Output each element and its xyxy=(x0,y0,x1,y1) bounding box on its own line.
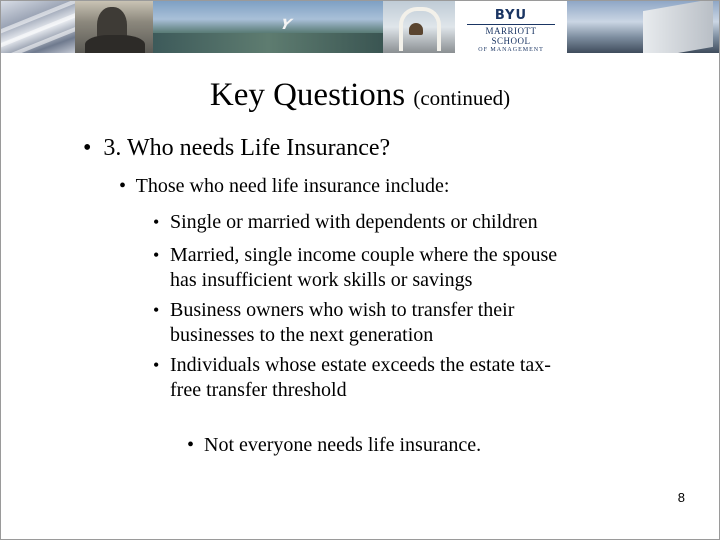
list-item-marker: • xyxy=(153,355,160,375)
page-number: 8 xyxy=(677,490,685,505)
mountain-y-icon: Y xyxy=(276,17,295,33)
list-item-text: Married, single income couple where the spouse xyxy=(170,244,558,266)
list-item xyxy=(153,207,653,238)
banner-photo-pillars xyxy=(1,1,75,53)
logo-line1-text: MARRIOTT SCHOOL xyxy=(467,24,555,46)
logo-line2-text: OF MANAGEMENT xyxy=(478,47,544,53)
bullet-level1-marker: • xyxy=(83,135,92,161)
list-item-text: Business owners who wish to transfer their xyxy=(170,299,515,321)
list-item-marker: • xyxy=(153,300,160,320)
list-item-text: Single or married with dependents or children xyxy=(170,211,538,233)
logo-main-text: BYU xyxy=(494,8,528,23)
banner-photo-building xyxy=(567,1,719,53)
bullet-level2-marker: • xyxy=(119,175,127,197)
bullet-level3-list xyxy=(153,207,653,405)
bullet-level4-text: Not everyone needs life insurance. xyxy=(204,434,482,456)
banner-photo-statue xyxy=(75,1,153,53)
title-main: Key Questions xyxy=(209,77,406,113)
bullet-level4-marker: • xyxy=(187,434,195,456)
list-item-text-cont: businesses to the next generation xyxy=(170,324,434,346)
bullet-level2-text: Those who need life insurance include: xyxy=(135,175,450,197)
bullet-level1 xyxy=(83,133,390,163)
banner-photo-mountain-y xyxy=(153,1,383,53)
bullet-level2 xyxy=(119,173,449,199)
list-item-text-cont: has insufficient work skills or savings xyxy=(170,269,473,291)
banner-photo-bell xyxy=(383,1,455,53)
bullet-level4 xyxy=(187,430,481,460)
title-sub: (continued) xyxy=(413,86,511,110)
bullet-level1-text: 3. Who needs Life Insurance? xyxy=(103,135,391,161)
list-item-marker: • xyxy=(153,245,160,265)
list-item-text: Individuals whose estate exceeds the estate tax- xyxy=(170,354,551,376)
list-item xyxy=(153,295,653,348)
slide-title xyxy=(1,75,719,118)
list-item xyxy=(153,350,653,403)
list-item-text-cont: free transfer threshold xyxy=(170,379,347,401)
byu-logo xyxy=(455,1,567,53)
header-banner xyxy=(1,1,719,53)
bell-icon xyxy=(409,23,423,35)
list-item-marker: • xyxy=(153,212,160,232)
list-item xyxy=(153,240,653,293)
